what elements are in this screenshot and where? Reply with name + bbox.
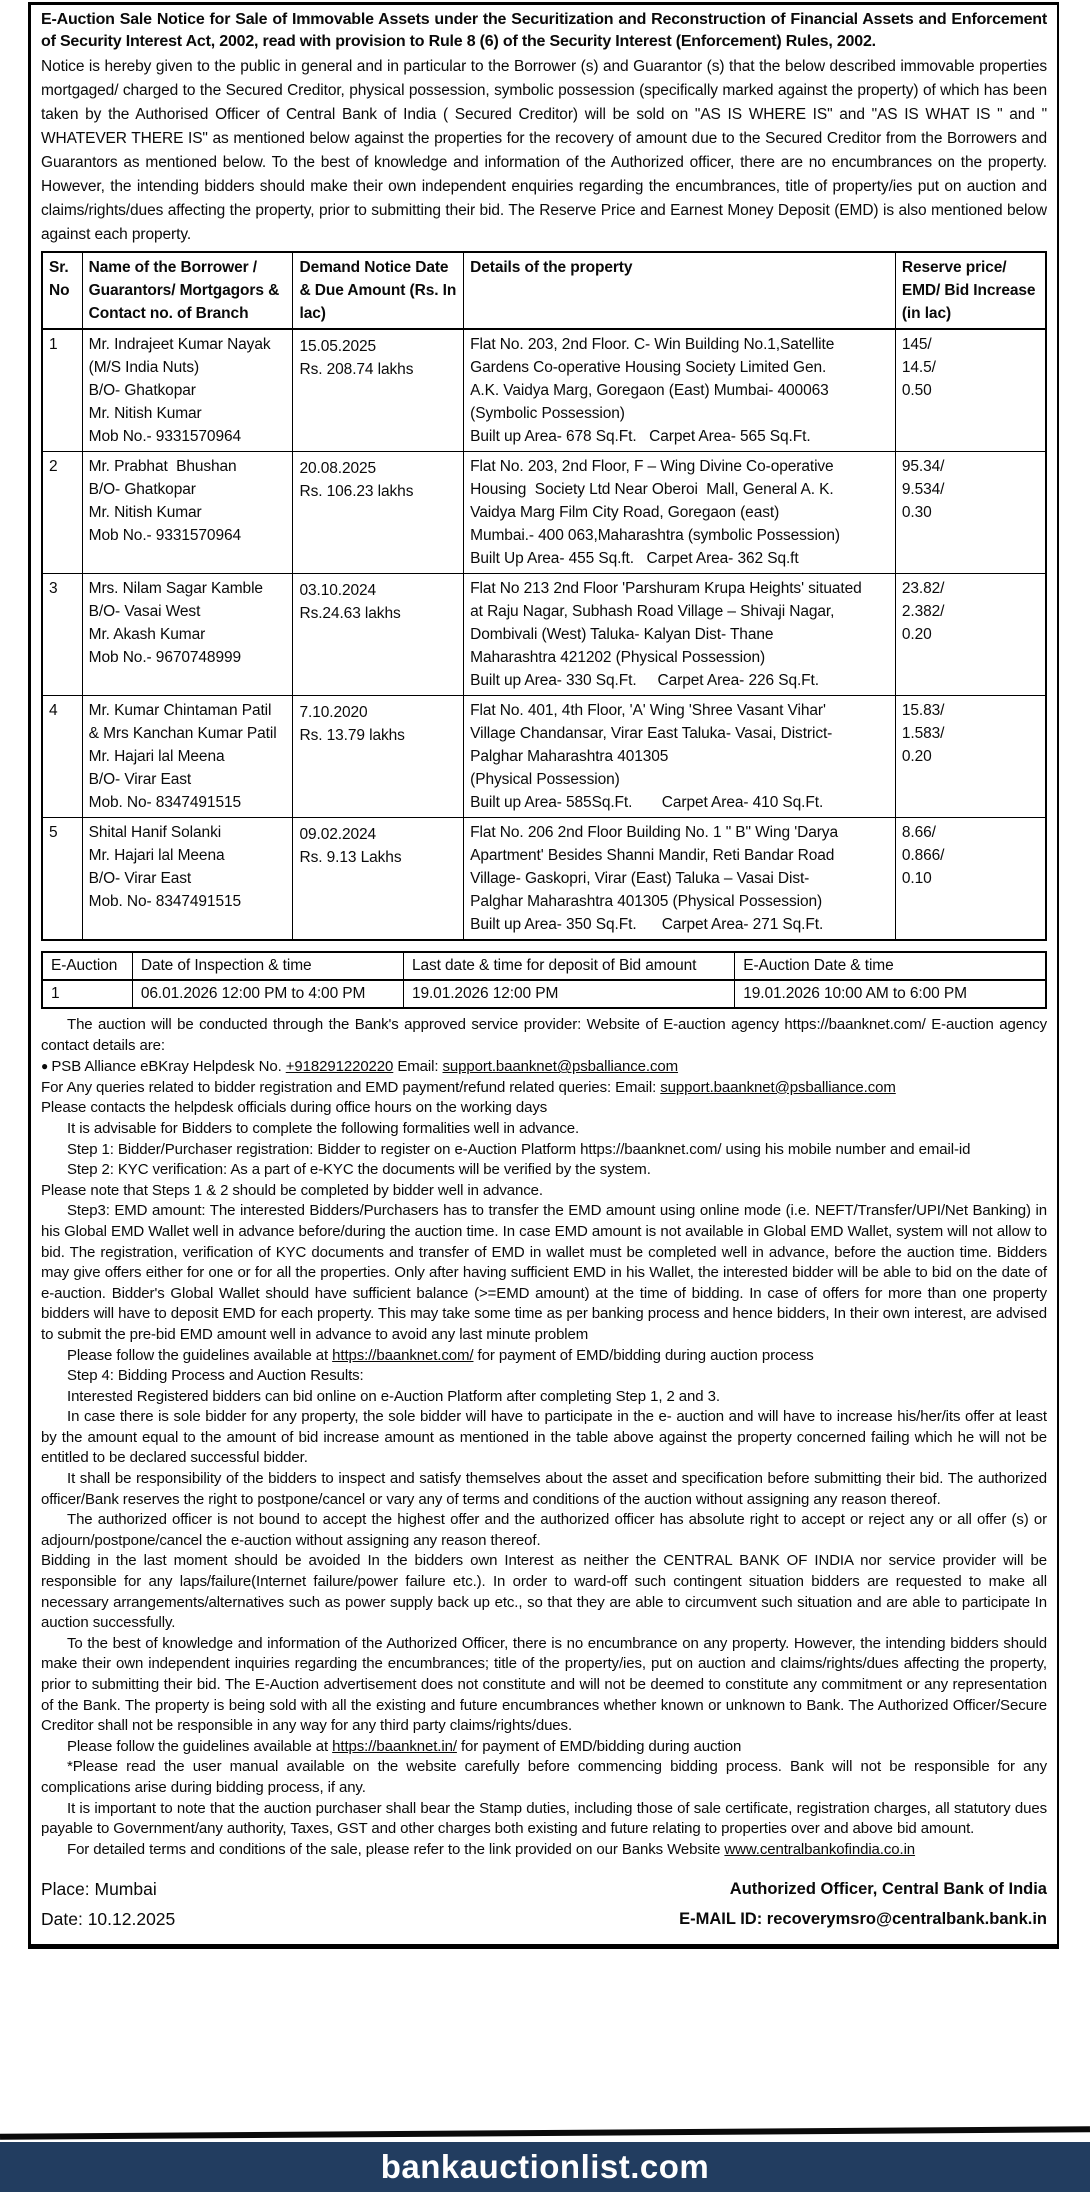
property-table [41, 251, 1047, 941]
notice-title: E-Auction Sale Notice for Sale of Immovable Assets under the Securitization and Reconstruction of Financial Assets and Enforcement of Security Interest Act, 2002, read with provision to Rule 8 (6) of the Security Interest (Enforcement) Rules, 2002. [41, 11, 1047, 50]
property-row [42, 329, 1046, 452]
demand-cell [293, 329, 464, 452]
demand-cell [293, 696, 464, 818]
notice-document [28, 2, 1059, 1949]
cell-line: 3 [49, 580, 58, 597]
cell-line: Housing Society Ltd Near Oberoi Mall, General A. K. [470, 481, 834, 498]
cell-line: Rs. 13.79 lakhs [299, 727, 405, 744]
place-date-block [41, 1874, 175, 1934]
sr-cell [42, 329, 82, 452]
cell-line: 15.83/ [901, 702, 945, 719]
cell-line: Mob. No- 8347491515 [88, 794, 242, 811]
notice-intro: Notice is hereby given to the public in general and in particular to the Borrower (s) and Guarantor (s) that the below described immovable properties mortgaged/ charged to the Secured Creditor, physical possession, symbolic possession (specifically marked against the property) of which has been taken by the Authorised Officer of Central Bank of India ( Secured Creditor) will be sold on "AS IS WHERE IS" and "AS IS WHAT IS " and " WHATEVER THERE IS" as mentioned below against the properties for the recovery of amount due to the Secured Creditor from the Borrowers and Guarantors as mentioned below. To the best of knowledge and information of the Authorized officer, there are no encumbrances on the property. However, the intending bidders should make their own independent enquiries regarding the encumbrances, title of property/ies put on auction and claims/rights/dues affecting the property, prior to submitting their bid. The Reserve Price and Earnest Money Deposit (EMD) is also mentioned below against each property. [41, 58, 1047, 243]
cell-line: & Mrs Kanchan Kumar Patil [88, 725, 277, 742]
cell-line: 15.05.2025 [299, 338, 377, 355]
link-text: +918291220220 [285, 1058, 394, 1076]
demand-cell [293, 818, 464, 941]
cell-line: 2 [49, 458, 58, 475]
eauction-col-header-inspection: Date of Inspection & time [132, 952, 403, 980]
cell-line: B/O- Virar East [88, 870, 192, 887]
cell-line: Mr. Hajari lal Meena [88, 748, 225, 765]
terms-paragraph [41, 1015, 1047, 1056]
sr-cell [42, 574, 82, 696]
footer-banner [0, 2142, 1090, 2192]
name-cell [82, 818, 293, 941]
price-cell [895, 818, 1046, 941]
cell-line: Shital Hanif Solanki [88, 824, 222, 841]
paragraph-text: It shall be responsibility of the bidders to inspect and satisfy themselves about the asset and specification before submitting their bid. The authorized officer/Bank reserves the right to postpone/cancel or vary any of terms and conditions of the auction without assigning any reason thereof. [41, 1470, 1047, 1508]
terms-paragraph [41, 1737, 1047, 1758]
cell-line: Mr. Nitish Kumar [88, 504, 202, 521]
paragraph-text: For Any queries related to bidder registration and EMD payment/refund related queries: Email: [41, 1078, 661, 1096]
cell-line: Palghar Maharashtra 401305 (Physical Possession) [470, 893, 823, 910]
terms-paragraph [41, 1098, 1047, 1119]
details-cell [464, 574, 896, 696]
cell-line: 20.08.2025 [299, 460, 377, 477]
cell-line: Flat No 213 2nd Floor 'Parshuram Krupa Heights' situated [470, 580, 862, 597]
terms-paragraph [41, 1757, 1047, 1798]
price-cell [895, 574, 1046, 696]
link-text: support.baanknet@psballiance.com [442, 1058, 679, 1076]
link-text: www.centralbankofindia.co.in [724, 1840, 916, 1858]
details-cell [464, 452, 896, 574]
cell-line: Rs.24.63 lakhs [299, 605, 401, 622]
details-cell [464, 329, 896, 452]
property-row [42, 818, 1046, 941]
name-cell [82, 696, 293, 818]
sr-cell [42, 452, 82, 574]
footer-site-label: bankauctionlist.com [380, 2148, 710, 2185]
paragraph-text: The auction will be conducted through the Bank's approved service provider: Website of E-auction agency https://baanknet.com/ E-auction agency contact details are: [41, 1016, 1047, 1054]
cell-line: 0.30 [901, 504, 932, 521]
place-label: Place: Mumbai [41, 1879, 157, 1900]
cell-line: (M/S India Nuts) [88, 359, 200, 376]
cell-line: 9.534/ [901, 481, 945, 498]
cell-line: Built up Area- 330 Sq.Ft. Carpet Area- 226 Sq.Ft. [470, 672, 819, 689]
eauction-col-header-lastdate: Last date & time for deposit of Bid amount [403, 952, 734, 980]
demand-cell [293, 574, 464, 696]
cell-line: Built up Area- 585Sq.Ft. Carpet Area- 410 Sq.Ft. [470, 794, 824, 811]
paragraph-text: It is advisable for Bidders to complete the following formalities well in advance. [67, 1119, 580, 1137]
name-cell [82, 574, 293, 696]
cell-line: 4 [49, 702, 58, 719]
terms-paragraph [41, 1056, 1047, 1078]
cell-line: 1 [49, 336, 58, 353]
cell-line: Mob No.- 9331570964 [88, 527, 242, 544]
terms-paragraph [41, 1201, 1047, 1345]
eauction-col-header-datetime: E-Auction Date & time [735, 952, 1046, 980]
cell-line: 0.50 [901, 382, 932, 399]
cell-line: 14.5/ [901, 359, 936, 376]
eauction-table [41, 951, 1047, 1009]
cell-line: B/O- Virar East [88, 771, 192, 788]
terms-paragraph [41, 1407, 1047, 1469]
scan-bottom-rule [0, 2126, 1090, 2140]
cell-line: 7.10.2020 [299, 704, 368, 721]
name-cell [82, 452, 293, 574]
terms-paragraph [41, 1140, 1047, 1161]
cell-line: Flat No. 401, 4th Floor, 'A' Wing 'Shree Vasant Vihar' [470, 702, 826, 719]
cell-line: Village Chandansar, Virar East Taluka- Vasai, District- [470, 725, 833, 742]
cell-line: B/O- Vasai West [88, 603, 201, 620]
cell-line: B/O- Ghatkopar [88, 382, 196, 399]
paragraph-text: Please note that Steps 1 & 2 should be completed by bidder well in advance. [41, 1181, 543, 1199]
cell-line: 0.866/ [901, 847, 945, 864]
cell-line: 2.382/ [901, 603, 945, 620]
paragraph-text: Step 4: Bidding Process and Auction Results: [67, 1367, 364, 1385]
link-text: https://baanknet.in/ [332, 1737, 457, 1755]
paragraph-text: In case there is sole bidder for any property, the sole bidder will have to participate in the e- auction and will have to increase his/her/its offer at least by the amount equal to the amount of bid increase amount as mentioned in the table above against the property concerned failing which he will not be entitled to be declared successful bidder. [41, 1408, 1047, 1467]
terms-paragraph [41, 1387, 1047, 1408]
property-row [42, 696, 1046, 818]
price-cell [895, 452, 1046, 574]
eauction-header-row [42, 952, 1046, 980]
paragraph-text: It is important to note that the auction purchaser shall bear the Stamp duties, including those of sale certificate, registration charges, all statutory dues payable to Government/any authority, Taxes, GST and other charges both existing and future relating to properties over and above bid amount. [41, 1799, 1047, 1838]
cell-line: Flat No. 206 2nd Floor Building No. 1 " B" Wing 'Darya [470, 824, 838, 841]
terms-paragraph [41, 1346, 1047, 1367]
price-cell [895, 696, 1046, 818]
terms-paragraph [41, 1551, 1047, 1633]
details-cell [464, 818, 896, 941]
date-label: Date: 10.12.2025 [41, 1909, 176, 1930]
eauction-row [42, 980, 1046, 1008]
cell-line: (Symbolic Possession) [470, 405, 625, 422]
cell-line: 0.20 [901, 748, 932, 765]
terms-paragraph [41, 1634, 1047, 1737]
eauction-sr: 1 [42, 980, 132, 1008]
cell-line: Palghar Maharashtra 401305 [470, 748, 669, 765]
paragraph-text: Bidding in the last moment should be avoided In the bidders own Interest as neither the CENTRAL BANK OF INDIA nor service provider will be responsible for any laps/failure(Internet failure/power failure etc.). In order to ward-off such contingent situation bidders are requested to make all necessary arrangements/alternatives such as power supply back up etc., so that they are able to circumvent such situation and are able to participate In auction successfully. [41, 1552, 1047, 1632]
paragraph-text: *Please read the user manual available on the website carefully before commencing bidding process. Bank will not be responsible for any complications arise during bidding process, if any. [41, 1758, 1047, 1796]
cell-line: at Raju Nagar, Subhash Road Village – Shivaji Nagar, [470, 603, 835, 620]
terms-paragraph [41, 1840, 1047, 1861]
eauction-date-time: 19.01.2026 10:00 AM to 6:00 PM [735, 980, 1046, 1008]
cell-line: Mob. No- 8347491515 [88, 893, 242, 910]
cell-line: Mr. Kumar Chintaman Patil [88, 702, 272, 719]
cell-line: Rs. 106.23 lakhs [299, 483, 414, 500]
cell-line: 0.20 [901, 626, 932, 643]
cell-line: Vaidya Marg Film City Road, Goregaon (east) [470, 504, 780, 521]
cell-line: B/O- Ghatkopar [88, 481, 196, 498]
cell-line: 23.82/ [901, 580, 945, 597]
cell-line: Gardens Co-operative Housing Society Limited Gen. [470, 359, 827, 376]
col-header-demand: Demand Notice Date & Due Amount (Rs. In lac) [293, 252, 464, 329]
paragraph-text: Email: [393, 1058, 443, 1076]
cell-line: Apartment' Besides Shanni Mandir, Reti Bandar Road [470, 847, 835, 864]
bullet-icon: ● [41, 1059, 52, 1074]
sr-cell [42, 696, 82, 818]
terms-paragraph [41, 1366, 1047, 1387]
terms-paragraph [41, 1510, 1047, 1551]
cell-line: Built Up Area- 455 Sq.ft. Carpet Area- 362 Sq.ft [470, 550, 799, 567]
cell-line: Mr. Nitish Kumar [88, 405, 202, 422]
signoff-block [41, 1874, 1047, 1934]
terms-paragraph [41, 1119, 1047, 1140]
paragraph-text: for payment of EMD/bidding during auction [456, 1737, 742, 1755]
cell-line: 0.10 [901, 870, 932, 887]
cell-line: Mob No.- 9331570964 [88, 428, 242, 445]
cell-line: 5 [49, 824, 58, 841]
officer-email-label: E-MAIL ID: recoverymsro@centralbank.bank.in [679, 1910, 1047, 1929]
cell-line: 145/ [901, 336, 932, 353]
sr-cell [42, 818, 82, 941]
cell-line: 03.10.2024 [299, 582, 377, 599]
terms-paragraph [41, 1469, 1047, 1510]
cell-line: Flat No. 203, 2nd Floor, F – Wing Divine Co-operative [470, 458, 834, 475]
cell-line: Mob No.- 9670748999 [88, 649, 242, 666]
cell-line: Flat No. 203, 2nd Floor. C- Win Building No.1,Satellite [470, 336, 835, 353]
cell-line: Rs. 208.74 lakhs [299, 361, 414, 378]
price-cell [895, 329, 1046, 452]
terms-paragraph [41, 1181, 1047, 1202]
authorized-officer-block [679, 1874, 1047, 1934]
paragraph-text: To the best of knowledge and information of the Authorized Officer, there is no encumbrance on any property. However, the intending bidders should make their own independent inquiries regarding the encumbrances; title of the property/ies, put on auction and claims/rights/dues affecting the property, prior to submitting their bid. The E-Auction advertisement does not constitute and will not be deemed to constitute any commitment or any representation of the Bank. The property is being sold with all the existing and future encumbrances whether known or unknown to Bank. The Authorized Officer/Secure Creditor shall not be responsible in any way for any third party claims/rights/dues. [41, 1634, 1047, 1735]
cell-line: Mr. Indrajeet Kumar Nayak [88, 336, 271, 353]
col-header-details: Details of the property [464, 252, 896, 329]
cell-line: 95.34/ [901, 458, 945, 475]
paragraph-text: Please follow the guidelines available at [67, 1737, 333, 1755]
property-table-body [42, 329, 1046, 940]
terms-paragraph [41, 1799, 1047, 1840]
col-header-sr: Sr. No [42, 252, 82, 329]
name-cell [82, 329, 293, 452]
cell-line: 8.66/ [901, 824, 936, 841]
cell-line: A.K. Vaidya Marg, Goregaon (East) Mumbai- 400063 [470, 382, 829, 399]
cell-line: Mr. Akash Kumar [88, 626, 206, 643]
property-row [42, 452, 1046, 574]
terms-section [41, 1015, 1047, 1860]
paragraph-text: Please contacts the helpdesk officials during office hours on the working days [41, 1099, 548, 1117]
cell-line: 09.02.2024 [299, 826, 377, 843]
eauction-col-header-sr: E-Auction [42, 952, 132, 980]
cell-line: Dombivali (West) Taluka- Kalyan Dist- Thane [470, 626, 774, 643]
details-cell [464, 696, 896, 818]
paragraph-text: Please follow the guidelines available at [67, 1346, 333, 1364]
cell-line: Mr. Prabhat Bhushan [88, 458, 237, 475]
col-header-price: Reserve price/ EMD/ Bid Increase (in lac) [895, 252, 1046, 329]
col-header-name: Name of the Borrower / Guarantors/ Mortgagors & Contact no. of Branch [82, 252, 293, 329]
cell-line: Mr. Hajari lal Meena [88, 847, 225, 864]
authorized-officer-label: Authorized Officer, Central Bank of India [729, 1880, 1047, 1899]
eauction-inspection-time: 06.01.2026 12:00 PM to 4:00 PM [132, 980, 403, 1008]
paragraph-text: Interested Registered bidders can bid online on e-Auction Platform after completing Step 1, 2 and 3. [67, 1387, 720, 1405]
property-table-header-row [42, 252, 1046, 329]
cell-line: Built up Area- 678 Sq.Ft. Carpet Area- 565 Sq.Ft. [470, 428, 811, 445]
cell-line: Rs. 9.13 Lakhs [299, 849, 402, 866]
demand-cell [293, 452, 464, 574]
paragraph-text: Step3: EMD amount: The interested Bidders/Purchasers has to transfer the EMD amount using online mode (i.e. NEFT/Transfer/UPI/Net Banking) in his Global EMD Wallet well in advance before/during the auction time. In case EMD amount is not available in Global EMD Wallet, system will not allow to bid. The registration, verification of KYC documents and transfer of EMD in wallet must be completed well in advance, before the auction time. Bidders may give offers either for one or for all the properties. Only after having sufficient EMD in his Wallet, the interested bidder will be able to bid on the date of e-auction. Bidder's Global Wallet should have sufficient balance (>=EMD amount) at the time of bidding. In case of offers for more than one property bidders will have to deposit EMD for each property. This may take some time as per banking process and hence bidders, In their own interest, are advised to submit the pre-bid EMD amount well in advance to avoid any last minute problem [41, 1202, 1047, 1343]
cell-line: Built up Area- 350 Sq.Ft. Carpet Area- 271 Sq.Ft. [470, 916, 824, 933]
cell-line: 1.583/ [901, 725, 945, 742]
paragraph-text: For detailed terms and conditions of the sale, please refer to the link provided on our Banks Website [67, 1840, 725, 1858]
cell-line: Mrs. Nilam Sagar Kamble [88, 580, 263, 597]
cell-line: Village- Gaskopri, Virar (East) Taluka – Vasai Dist- [470, 870, 810, 887]
paragraph-text: Step 1: Bidder/Purchaser registration: Bidder to register on e-Auction Platform https://baanknet.com/ using his mobile number and email-id [67, 1140, 971, 1158]
paragraph-text: for payment of EMD/bidding during auction process [473, 1346, 814, 1364]
cell-line: Maharashtra 421202 (Physical Possession) [470, 649, 766, 666]
paragraph-text: Step 2: KYC verification: As a part of e-KYC the documents will be verified by the system. [67, 1161, 651, 1179]
cell-line: (Physical Possession) [470, 771, 620, 788]
link-text: support.baanknet@psballiance.com [660, 1078, 896, 1096]
property-row [42, 574, 1046, 696]
terms-paragraph [41, 1078, 1047, 1099]
eauction-deposit-date: 19.01.2026 12:00 PM [403, 980, 734, 1008]
link-text: https://baanknet.com/ [332, 1346, 474, 1364]
cell-line: Mumbai.- 400 063,Maharashtra (symbolic Possession) [470, 527, 840, 544]
paragraph-text: The authorized officer is not bound to accept the highest offer and the authorized officer has absolute right to accept or reject any or all offer (s) or adjourn/postpone/cancel the e-auction without assigning any reason thereof. [41, 1511, 1047, 1549]
paragraph-text: PSB Alliance eBKray Helpdesk No. [51, 1058, 286, 1076]
terms-paragraph [41, 1160, 1047, 1181]
